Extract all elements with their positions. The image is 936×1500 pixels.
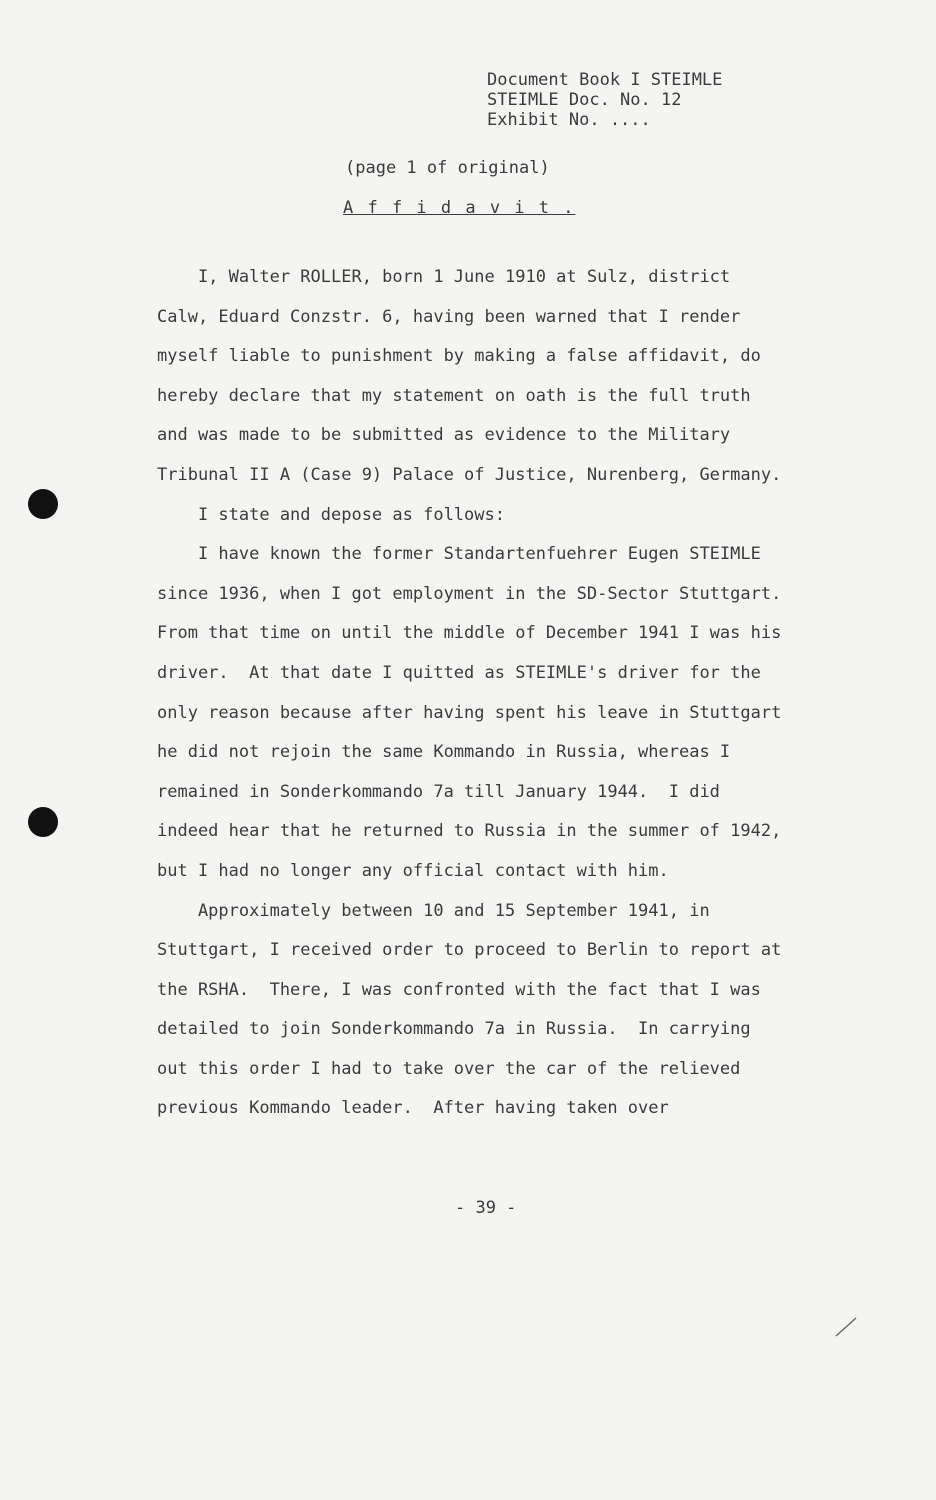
- body-line: I, Walter ROLLER, born 1 June 1910 at Sulz, district: [157, 267, 731, 287]
- body-line: only reason because after having spent his leave in Stuttgart: [157, 702, 782, 723]
- body-line: and was made to be submitted as evidence to the Military: [157, 425, 731, 446]
- body-line: he did not rejoin the same Kommando in Russia, whereas I: [157, 742, 731, 763]
- body-line: out this order I had to take over the car of the relieved: [157, 1058, 741, 1079]
- body-line: the RSHA. There, I was confronted with the fact that I was: [157, 979, 761, 1000]
- page-subtitle: (page 1 of original): [345, 158, 550, 178]
- header-doc-book: Document Book I STEIMLE: [487, 70, 723, 90]
- body-line: I state and depose as follows:: [157, 504, 505, 525]
- document-header: [487, 70, 722, 130]
- body-line: remained in Sonderkommando 7a till January 1944. I did: [157, 781, 720, 802]
- body-line: driver. At that date I quitted as STEIMLE's driver for the: [157, 662, 761, 683]
- body-line: Approximately between 10 and 15 September 1941, in: [157, 900, 710, 921]
- body-line: From that time on until the middle of December 1941 I was his: [157, 623, 782, 644]
- page-number: - 39 -: [455, 1198, 517, 1218]
- body-line: myself liable to punishment by making a false affidavit, do: [157, 346, 761, 367]
- header-doc-number: STEIMLE Doc. No. 12: [487, 90, 682, 110]
- body-line: detailed to join Sonderkommando 7a in Russia. In carrying: [157, 1019, 751, 1040]
- body-line: I have known the former Standartenfuehrer Eugen STEIMLE: [157, 544, 761, 565]
- body-line: since 1936, when I got employment in the SD-Sector Stuttgart.: [157, 583, 782, 604]
- affidavit-body: [157, 258, 887, 1129]
- body-line: but I had no longer any official contact with him.: [157, 860, 669, 881]
- pencil-mark: [834, 1316, 858, 1338]
- body-line: hereby declare that my statement on oath is the full truth: [157, 385, 751, 406]
- header-exhibit-number: Exhibit No. ....: [487, 110, 651, 130]
- punch-hole: [28, 807, 58, 837]
- body-line: Tribunal II A (Case 9) Palace of Justice, Nurenberg, Germany.: [157, 464, 782, 485]
- body-line: previous Kommando leader. After having taken over: [157, 1098, 669, 1119]
- page-title: A f f i d a v i t .: [343, 198, 576, 218]
- body-line: Stuttgart, I received order to proceed to Berlin to report at: [157, 940, 782, 961]
- punch-hole: [28, 489, 58, 519]
- body-line: Calw, Eduard Conzstr. 6, having been warned that I render: [157, 306, 741, 327]
- body-line: indeed hear that he returned to Russia in the summer of 1942,: [157, 821, 782, 842]
